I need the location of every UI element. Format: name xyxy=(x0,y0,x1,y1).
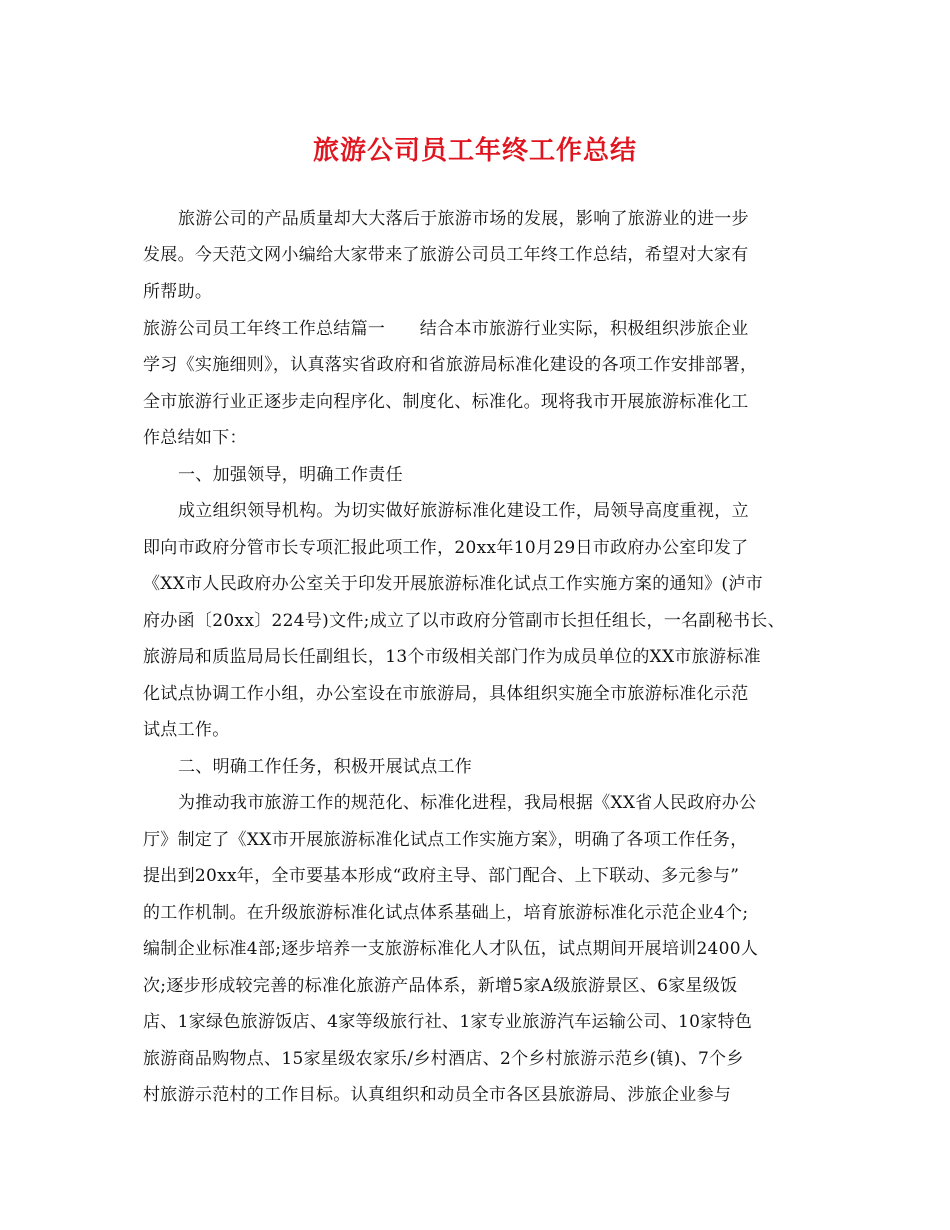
paragraph-line: 旅游局和质监局局长任副组长，13个市级相关部门作为成员单位的XX市旅游标准 xyxy=(143,647,761,667)
paragraph-line: 旅游商品购物点、15家星级农家乐/乡村酒店、2个乡村旅游示范乡(镇)、7个乡 xyxy=(143,1049,744,1069)
paragraph-line: 厅》制定了《XX市开展旅游标准化试点工作实施方案》，明确了各项工作任务， xyxy=(143,830,748,850)
paragraph-line: 发展。今天范文网小编给大家带来了旅游公司员工年终工作总结，希望对大家有 xyxy=(143,245,749,265)
paragraph-line: 村旅游示范村的工作目标。认真组织和动员全市各区县旅游局、涉旅企业参与 xyxy=(143,1085,732,1105)
paragraph-line: 全市旅游行业正逐步走向程序化、制度化、标准化。现将我市开展旅游标准化工 xyxy=(143,392,749,412)
section-heading: 二、明确工作任务，积极开展试点工作 xyxy=(178,757,473,777)
paragraph-line: 府办函〔20xx〕224号)文件;成立了以市政府分管副市长担任组长，一名副秘书长、 xyxy=(143,611,785,631)
paragraph-line: 化试点协调工作小组，办公室设在市旅游局，具体组织实施全市旅游标准化示范 xyxy=(143,684,749,704)
paragraph-line: 作总结如下： xyxy=(143,428,247,448)
paragraph-line: 旅游公司的产品质量却大大落后于旅游市场的发展，影响了旅游业的进一步 xyxy=(178,209,749,229)
paragraph-line: 成立组织领导机构。为切实做好旅游标准化建设工作，局领导高度重视，立 xyxy=(178,501,749,521)
paragraph-line: 店、1家绿色旅游饭店、4家等级旅行社、1家专业旅游汽车运输公司、10家特色 xyxy=(143,1012,753,1032)
paragraph-line: 试点工作。 xyxy=(143,720,230,740)
paragraph-line: 次;逐步形成较完善的标准化旅游产品体系，新增5家A级旅游景区、6家星级饭 xyxy=(143,976,738,996)
paragraph-line: 提出到20xx年，全市要基本形成“政府主导、部门配合、上下联动、多元参与” xyxy=(143,866,740,886)
paragraph-line: 《XX市人民政府办公室关于印发开展旅游标准化试点工作实施方案的通知》(泸市 xyxy=(143,574,763,594)
paragraph-line: 旅游公司员工年终工作总结篇一 结合本市旅游行业实际，积极组织涉旅企业 xyxy=(143,319,749,339)
paragraph-line: 即向市政府分管市长专项汇报此项工作，20xx年10月29日市政府办公室印发了 xyxy=(143,538,749,558)
paragraph-line: 学习《实施细则》，认真落实省政府和省旅游局标准化建设的各项工作安排部署， xyxy=(143,355,758,375)
paragraph-line: 编制企业标准4部;逐步培养一支旅游标准化人才队伍，试点期间开展培训2400人 xyxy=(143,939,759,959)
paragraph-line: 为推动我市旅游工作的规范化、标准化进程，我局根据《XX省人民政府办公 xyxy=(178,793,757,813)
paragraph-line: 所帮助。 xyxy=(143,282,213,302)
paragraph-line: 的工作机制。在升级旅游标准化试点体系基础上，培育旅游标准化示范企业4个; xyxy=(143,903,749,923)
section-heading: 一、加强领导，明确工作责任 xyxy=(178,465,403,485)
document-title: 旅游公司员工年终工作总结 xyxy=(312,136,637,166)
